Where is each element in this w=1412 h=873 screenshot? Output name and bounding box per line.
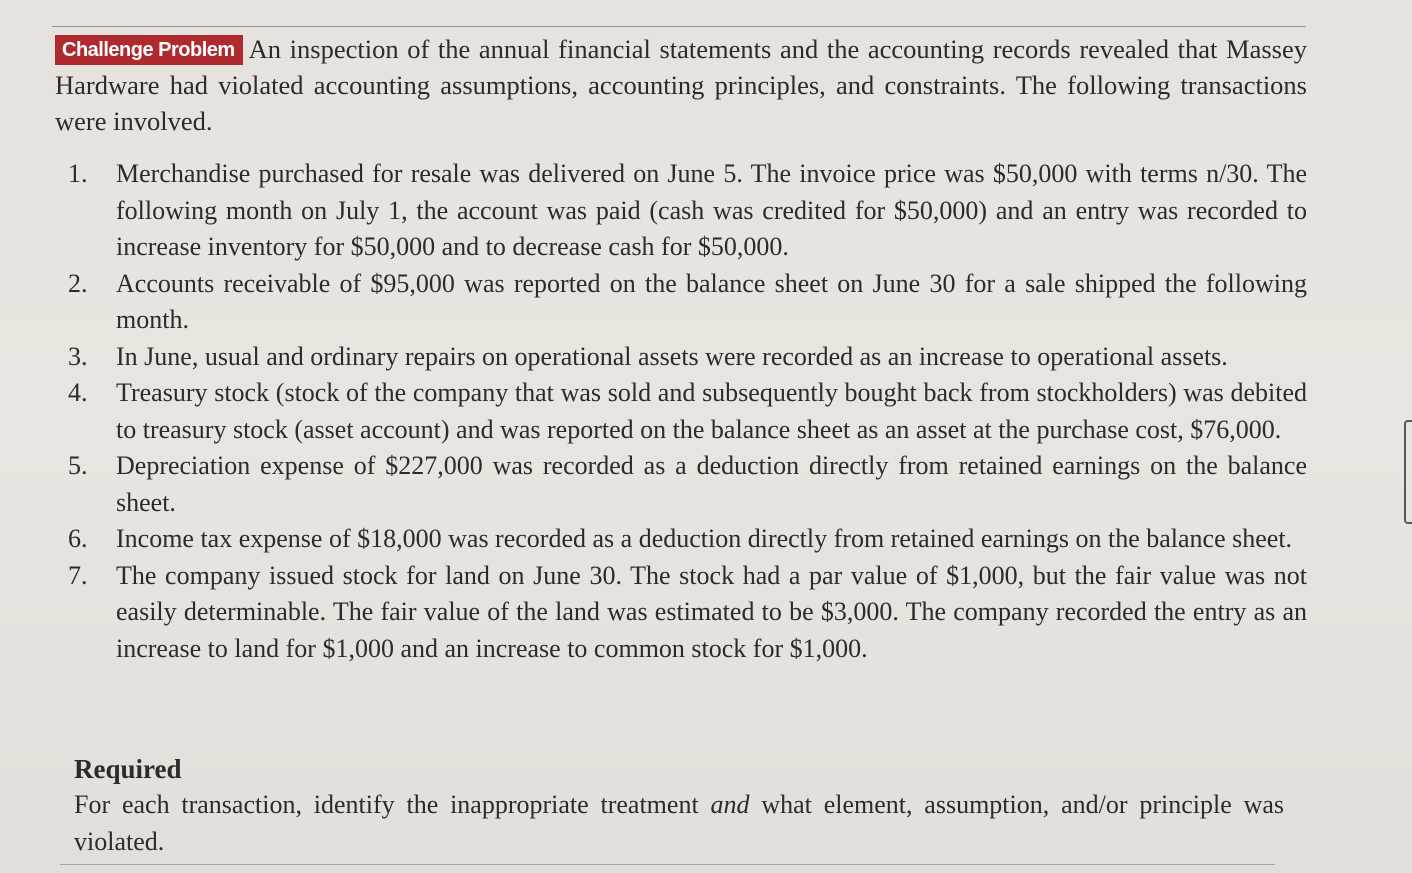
list-item (62, 156, 1307, 266)
list-item (62, 339, 1307, 376)
item-text: The company issued stock for land on June 30. The stock had a par value of $1,000, but the fair value was not easily determinable. The fair value of the land was estimated to be $3,000. The company recorded the entry as an increase to land for $1,000 and an increase to common stock for $1,000. (116, 560, 1307, 663)
item-text: Merchandise purchased for resale was delivered on June 5. The invoice price was $50,000 with terms n/30. The following month on July 1, the account was paid (cash was credited for $50,000) and an entry was recorded to increase inventory for $50,000 and to decrease cash for $50,000. (116, 159, 1307, 261)
item-number: 6. (68, 524, 88, 553)
list-item (62, 558, 1307, 668)
item-number: 3. (68, 341, 88, 371)
list-item (62, 521, 1307, 558)
item-number: 5. (68, 451, 88, 480)
item-text: Income tax expense of $18,000 was recorded as a deduction directly from retained earnings on the balance sheet. (116, 524, 1293, 553)
required-text-end: what element, assumption, and/or principle was violated. (74, 790, 1284, 856)
item-number: 4. (68, 378, 88, 407)
list-item (62, 375, 1307, 448)
required-heading: Required (74, 754, 182, 784)
page-edge-bracket (1404, 420, 1412, 524)
list-item (62, 266, 1307, 339)
intro-text: An inspection of the annual financial statements and the accounting records revealed that Massey Hardware had violated accounting assumptions, accounting principles, and constraints. The following transactions were involved. (55, 34, 1307, 136)
item-text: In June, usual and ordinary repairs on operational assets were recorded as an increase to operational assets. (116, 341, 1228, 371)
required-emphasis: and (710, 790, 750, 819)
challenge-problem-badge: Challenge Problem (55, 35, 243, 65)
item-text: Depreciation expense of $227,000 was recorded as a deduction directly from retained earnings on the balance sheet. (116, 451, 1307, 517)
required-section (74, 752, 1284, 860)
problem-intro (55, 31, 1307, 139)
list-item (62, 448, 1307, 521)
item-text: Accounts receivable of $95,000 was reported on the balance sheet on June 30 for a sale shipped the following month. (116, 268, 1307, 334)
item-text: Treasury stock (stock of the company that was sold and subsequently bought back from stockholders) was debited to treasury stock (asset account) and was reported on the balance sheet as an asset at the purchase cost, $76,000. (116, 378, 1307, 444)
item-number: 7. (68, 560, 88, 590)
required-text (74, 786, 1284, 860)
item-number: 1. (68, 159, 88, 188)
transaction-list (62, 156, 1307, 667)
required-text-start: For each transaction, identify the inappropriate treatment (74, 790, 711, 819)
top-rule (52, 26, 1306, 27)
bottom-rule (60, 864, 1275, 865)
item-number: 2. (68, 268, 88, 298)
